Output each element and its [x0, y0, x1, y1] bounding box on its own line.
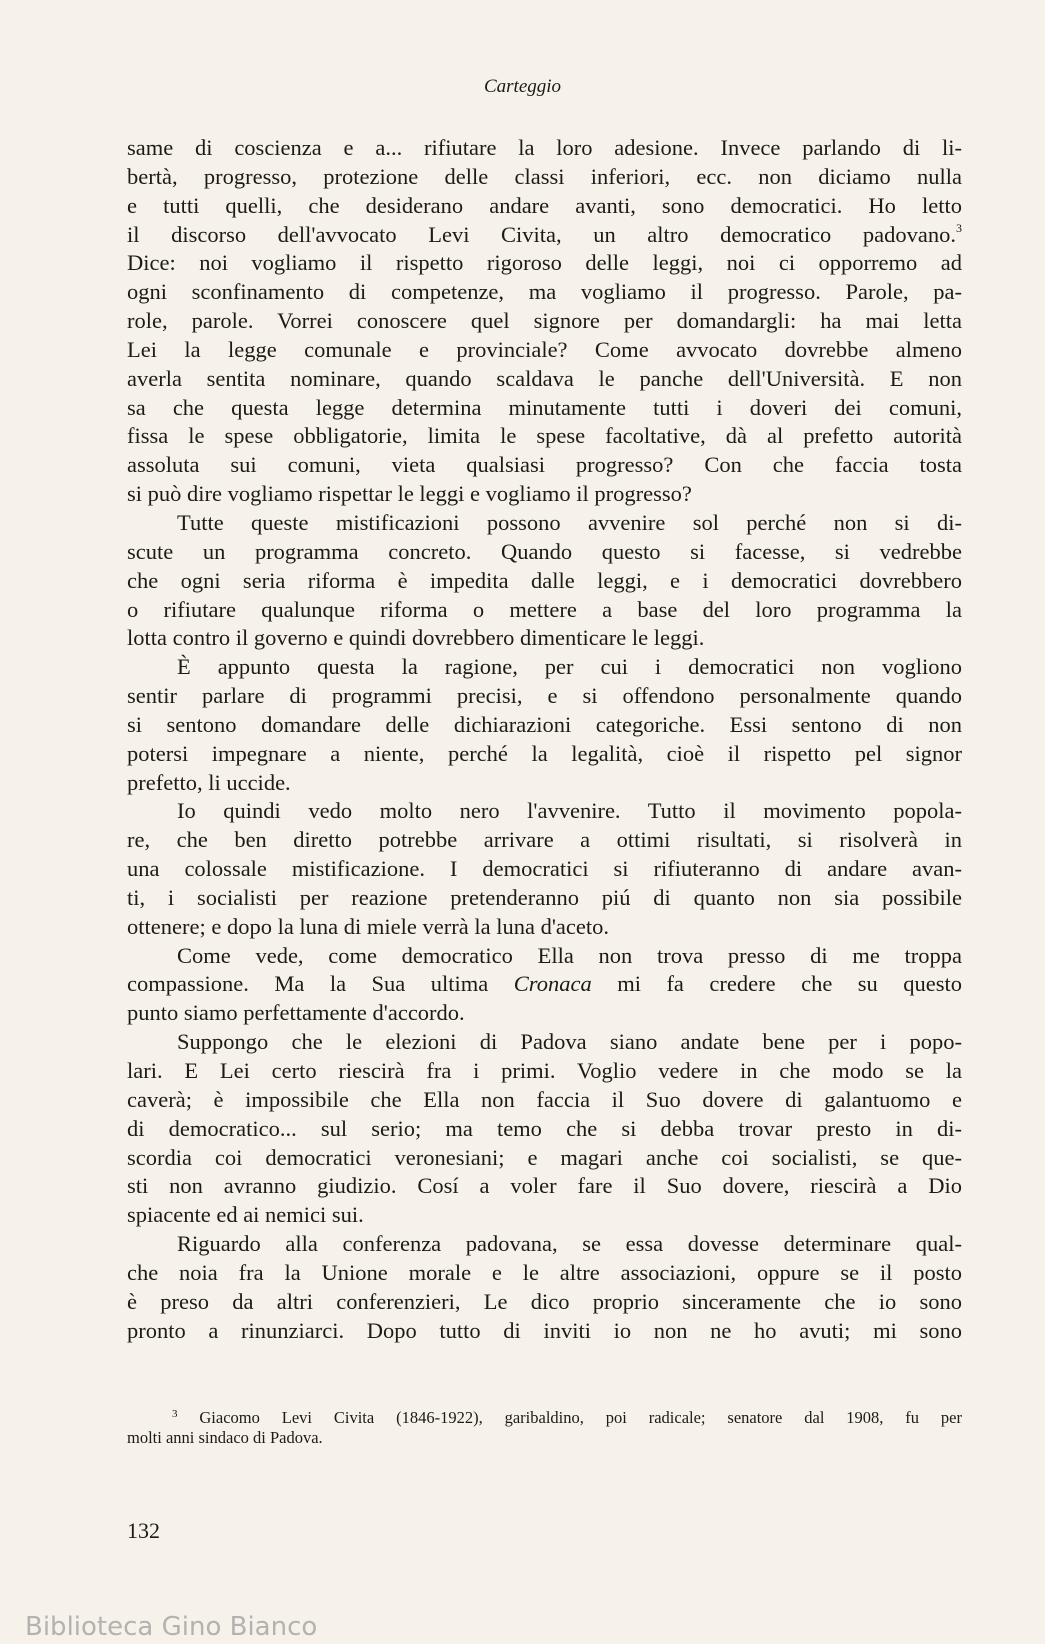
text-line: [127, 221, 962, 250]
footnote: [127, 1408, 962, 1448]
text-line: fissa le spese obbligatorie, limita le spese facoltative, dà al prefetto autorità: [127, 423, 962, 449]
text-line: pronto a rinunziarci. Dopo tutto di inviti io non ne ho avuti; mi sono: [127, 1317, 962, 1343]
text-line: lotta contro il governo e quindi dovrebbero dimenticare le leggi.: [127, 625, 705, 651]
text-line: potersi impegnare a niente, perché la legalità, cioè il rispetto pel signor: [127, 740, 962, 766]
text-line: o rifiutare qualunque riforma o mettere a base del loro programma la: [127, 596, 962, 622]
text-line: si può dire vogliamo rispettar le leggi e vogliamo il progresso?: [127, 481, 692, 507]
text-line: Riguardo alla conferenza padovana, se essa dovesse determinare qual-: [177, 1231, 962, 1257]
text-line: spiacente ed ai nemici sui.: [127, 1202, 364, 1228]
text-line: una colossale mistificazione. I democratici si rifiuteranno di andare avan-: [127, 856, 962, 882]
text-line: bertà, progresso, protezione delle classi inferiori, ecc. non diciamo nulla: [127, 163, 962, 189]
text-line: sa che questa legge determina minutamente tutti i doveri dei comuni,: [127, 394, 962, 420]
text-line: Io quindi vedo molto nero l'avvenire. Tutto il movimento popola-: [177, 798, 962, 824]
text-line: si sentono domandare delle dichiarazioni categoriche. Essi sentono di non: [127, 711, 962, 737]
page-number: 132: [127, 1518, 160, 1543]
text-line: sentir parlare di programmi precisi, e si offendono personalmente quando: [127, 683, 962, 709]
text-line: assoluta sui comuni, vieta qualsiasi progresso? Con che faccia tosta: [127, 452, 962, 478]
text-line: lari. E Lei certo riescirà fra i primi. Voglio vedere in che modo se la: [127, 1058, 962, 1083]
text-line: Dice: noi vogliamo il rispetto rigoroso delle leggi, noi ci opporremo ad: [127, 250, 962, 276]
text-line: è preso da altri conferenzieri, Le dico proprio sinceramente che io sono: [127, 1288, 962, 1314]
text-line: Suppongo che le elezioni di Padova siano andate bene per i popo-: [177, 1029, 962, 1055]
running-head: Carteggio: [483, 76, 562, 97]
footnote-text: Giacomo Levi Civita (1846-1922), garibaldino, poi radicale; senatore dal 1908, fu per: [199, 1408, 962, 1427]
text-line: che ogni seria riforma è impedita dalle leggi, e i democratici dovrebbero: [127, 567, 962, 593]
text-line: caverà; è impossibile che Ella non faccia il Suo dovere di galantuomo e: [127, 1086, 962, 1112]
text-line: Come vede, come democratico Ella non trova presso di me troppa: [177, 942, 962, 968]
text-line: Tutte queste mistificazioni possono avvenire sol perché non si di-: [177, 509, 962, 535]
text-line: di democratico... sul serio; ma temo che si debba trovar presto in di-: [127, 1115, 962, 1141]
text-line: prefetto, li uccide.: [127, 769, 291, 795]
footnote-reference: 3: [956, 220, 962, 235]
italic-title: Cronaca: [513, 971, 592, 997]
footnote-line: molti anni sindaco di Padova.: [127, 1428, 323, 1447]
text-line: ottenere; e dopo la luna di miele verrà la luna d'aceto.: [127, 913, 609, 939]
text-line: same di coscienza e a... rifiutare la loro adesione. Invece parlando di li-: [127, 135, 962, 160]
text-line: È appunto questa la ragione, per cui i democratici non vogliono: [177, 654, 962, 680]
text-line: scordia coi democratici veronesiani; e magari anche coi socialisti, se que-: [127, 1144, 962, 1170]
footnote-marker: 3: [172, 1408, 178, 1420]
watermark: Biblioteca Gino Bianco: [25, 1612, 318, 1642]
text-line-content: compassione. Ma la Sua ultima: [127, 971, 489, 997]
footnote-line: [127, 1408, 962, 1428]
body-text: [127, 134, 962, 1345]
text-line: ogni sconfinamento di competenze, ma vogliamo il progresso. Parole, pa-: [127, 279, 962, 305]
text-line: e tutti quelli, che desiderano andare avanti, sono democratici. Ho letto: [127, 192, 962, 218]
text-line: re, che ben diretto potrebbe arrivare a ottimi risultati, si risolverà in: [127, 827, 962, 853]
text-line: che noia fra la Unione morale e le altre associazioni, oppure se il posto: [127, 1259, 962, 1285]
text-line: scute un programma concreto. Quando questo si facesse, si vedrebbe: [127, 538, 962, 564]
text-line: ti, i socialisti per reazione pretenderanno piú di quanto non sia possibile: [127, 884, 962, 910]
text-line-content: il discorso dell'avvocato Levi Civita, un altro democratico padovano.: [127, 221, 956, 247]
text-line-content: mi fa credere che su questo: [617, 971, 962, 997]
text-line: punto siamo perfettamente d'accordo.: [127, 1000, 465, 1026]
text-line: averla sentita nominare, quando scaldava le panche dell'Università. E non: [127, 365, 962, 391]
text-line: Lei la legge comunale e provinciale? Come avvocato dovrebbe almeno: [127, 336, 962, 362]
text-line: role, parole. Vorrei conoscere quel signore per domandargli: ha mai letta: [127, 308, 962, 334]
text-line: [127, 970, 962, 999]
text-line: sti non avranno giudizio. Cosí a voler fare il Suo dovere, riescirà a Dio: [127, 1173, 962, 1199]
